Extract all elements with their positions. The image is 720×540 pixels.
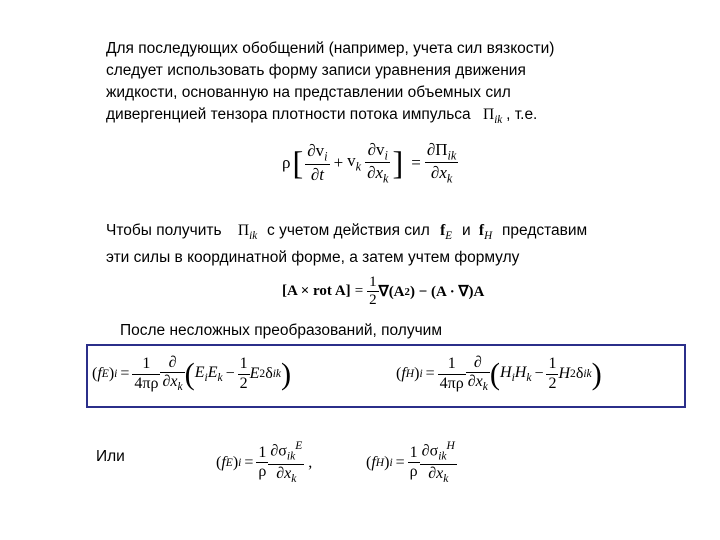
intro-line-4-end: , т.е. xyxy=(506,106,538,123)
second-line-1: Чтобы получить $\Pi_{ik}$ с учетом действия сил $f_E$ и $f_H$ представим xyxy=(106,222,588,242)
dv-dx-fraction: $\frac{\partial v_i}{\partial x_k}$ xyxy=(367,140,389,186)
rho-symbol: ρ xyxy=(282,152,291,172)
intro-line-1: Для последующих обобщений (например, учета сил вязкости) xyxy=(106,40,555,57)
pi-ik-symbol-2: $\Pi_{ik}$ xyxy=(237,222,258,242)
bracket-open: [ xyxy=(292,144,304,181)
intro-line-4-text: дивергенцией тензора плотности потока импульса xyxy=(106,106,471,123)
or-text: Или xyxy=(96,448,125,465)
sigma-E-formula: ( f E ) i = $\frac{1}{\rho}$ $\frac{\partial\sigma_{ik}^E}{\partial x_k}$ , xyxy=(216,440,313,485)
second-paragraph xyxy=(106,220,706,269)
euler-equation xyxy=(282,140,458,186)
intro-line-2: следует использовать форму записи уравнения движения xyxy=(106,62,526,79)
intro-paragraph xyxy=(106,38,666,131)
intro-line-4 xyxy=(106,104,666,131)
f-E-symbol: $f_E$ xyxy=(440,222,453,242)
dPi-dx-fraction: $\frac{\partial\Pi_{ik}}{\partial x_k}$ xyxy=(426,140,457,186)
plus-sign: + xyxy=(333,152,344,172)
pi-ik-symbol: $\Pi_{ik}$ xyxy=(483,106,503,126)
dv-dt-fraction: $\frac{\partial v_i}{\partial t}$ xyxy=(307,141,328,184)
vector-identity: [A × rot A] = $\frac{1}{2}$ ∇(A 2 ) − (A · ∇)A xyxy=(282,274,485,309)
bracket-close: ] xyxy=(392,144,404,181)
after-text: После несложных преобразований, получим xyxy=(120,322,442,339)
intro-line-3: жидкости, основанную на представлении объемных сил xyxy=(106,84,511,101)
second-line-2: эти силы в координатной форме, а затем учтем формулу xyxy=(106,248,520,266)
equals-sign: = xyxy=(411,152,421,172)
stress-H-formula: ( f H ) i = $\frac{1}{4\pi\rho}$ $\frac{\partial}{\partial x_k}$ ( $H_iH_k$ − $\frac{1}{2}$ H 2 δ ik ) xyxy=(396,354,602,394)
sigma-H-formula: ( f H ) i = $\frac{1}{\rho}$ $\frac{\partial\sigma_{ik}^H}{\partial x_k}$ xyxy=(366,440,455,485)
half-fraction: $\frac{1}{2}$ xyxy=(369,274,377,309)
stress-E-formula: ( f E ) i = $\frac{1}{4\pi\rho}$ $\frac{\partial}{\partial x_k}$ ( $E_iE_k$ − $\frac{1}{2}$ E 2 δ ik ) xyxy=(92,354,292,394)
f-H-symbol: $f_H$ xyxy=(478,222,493,242)
vk-symbol: $v_k$ xyxy=(347,151,362,174)
